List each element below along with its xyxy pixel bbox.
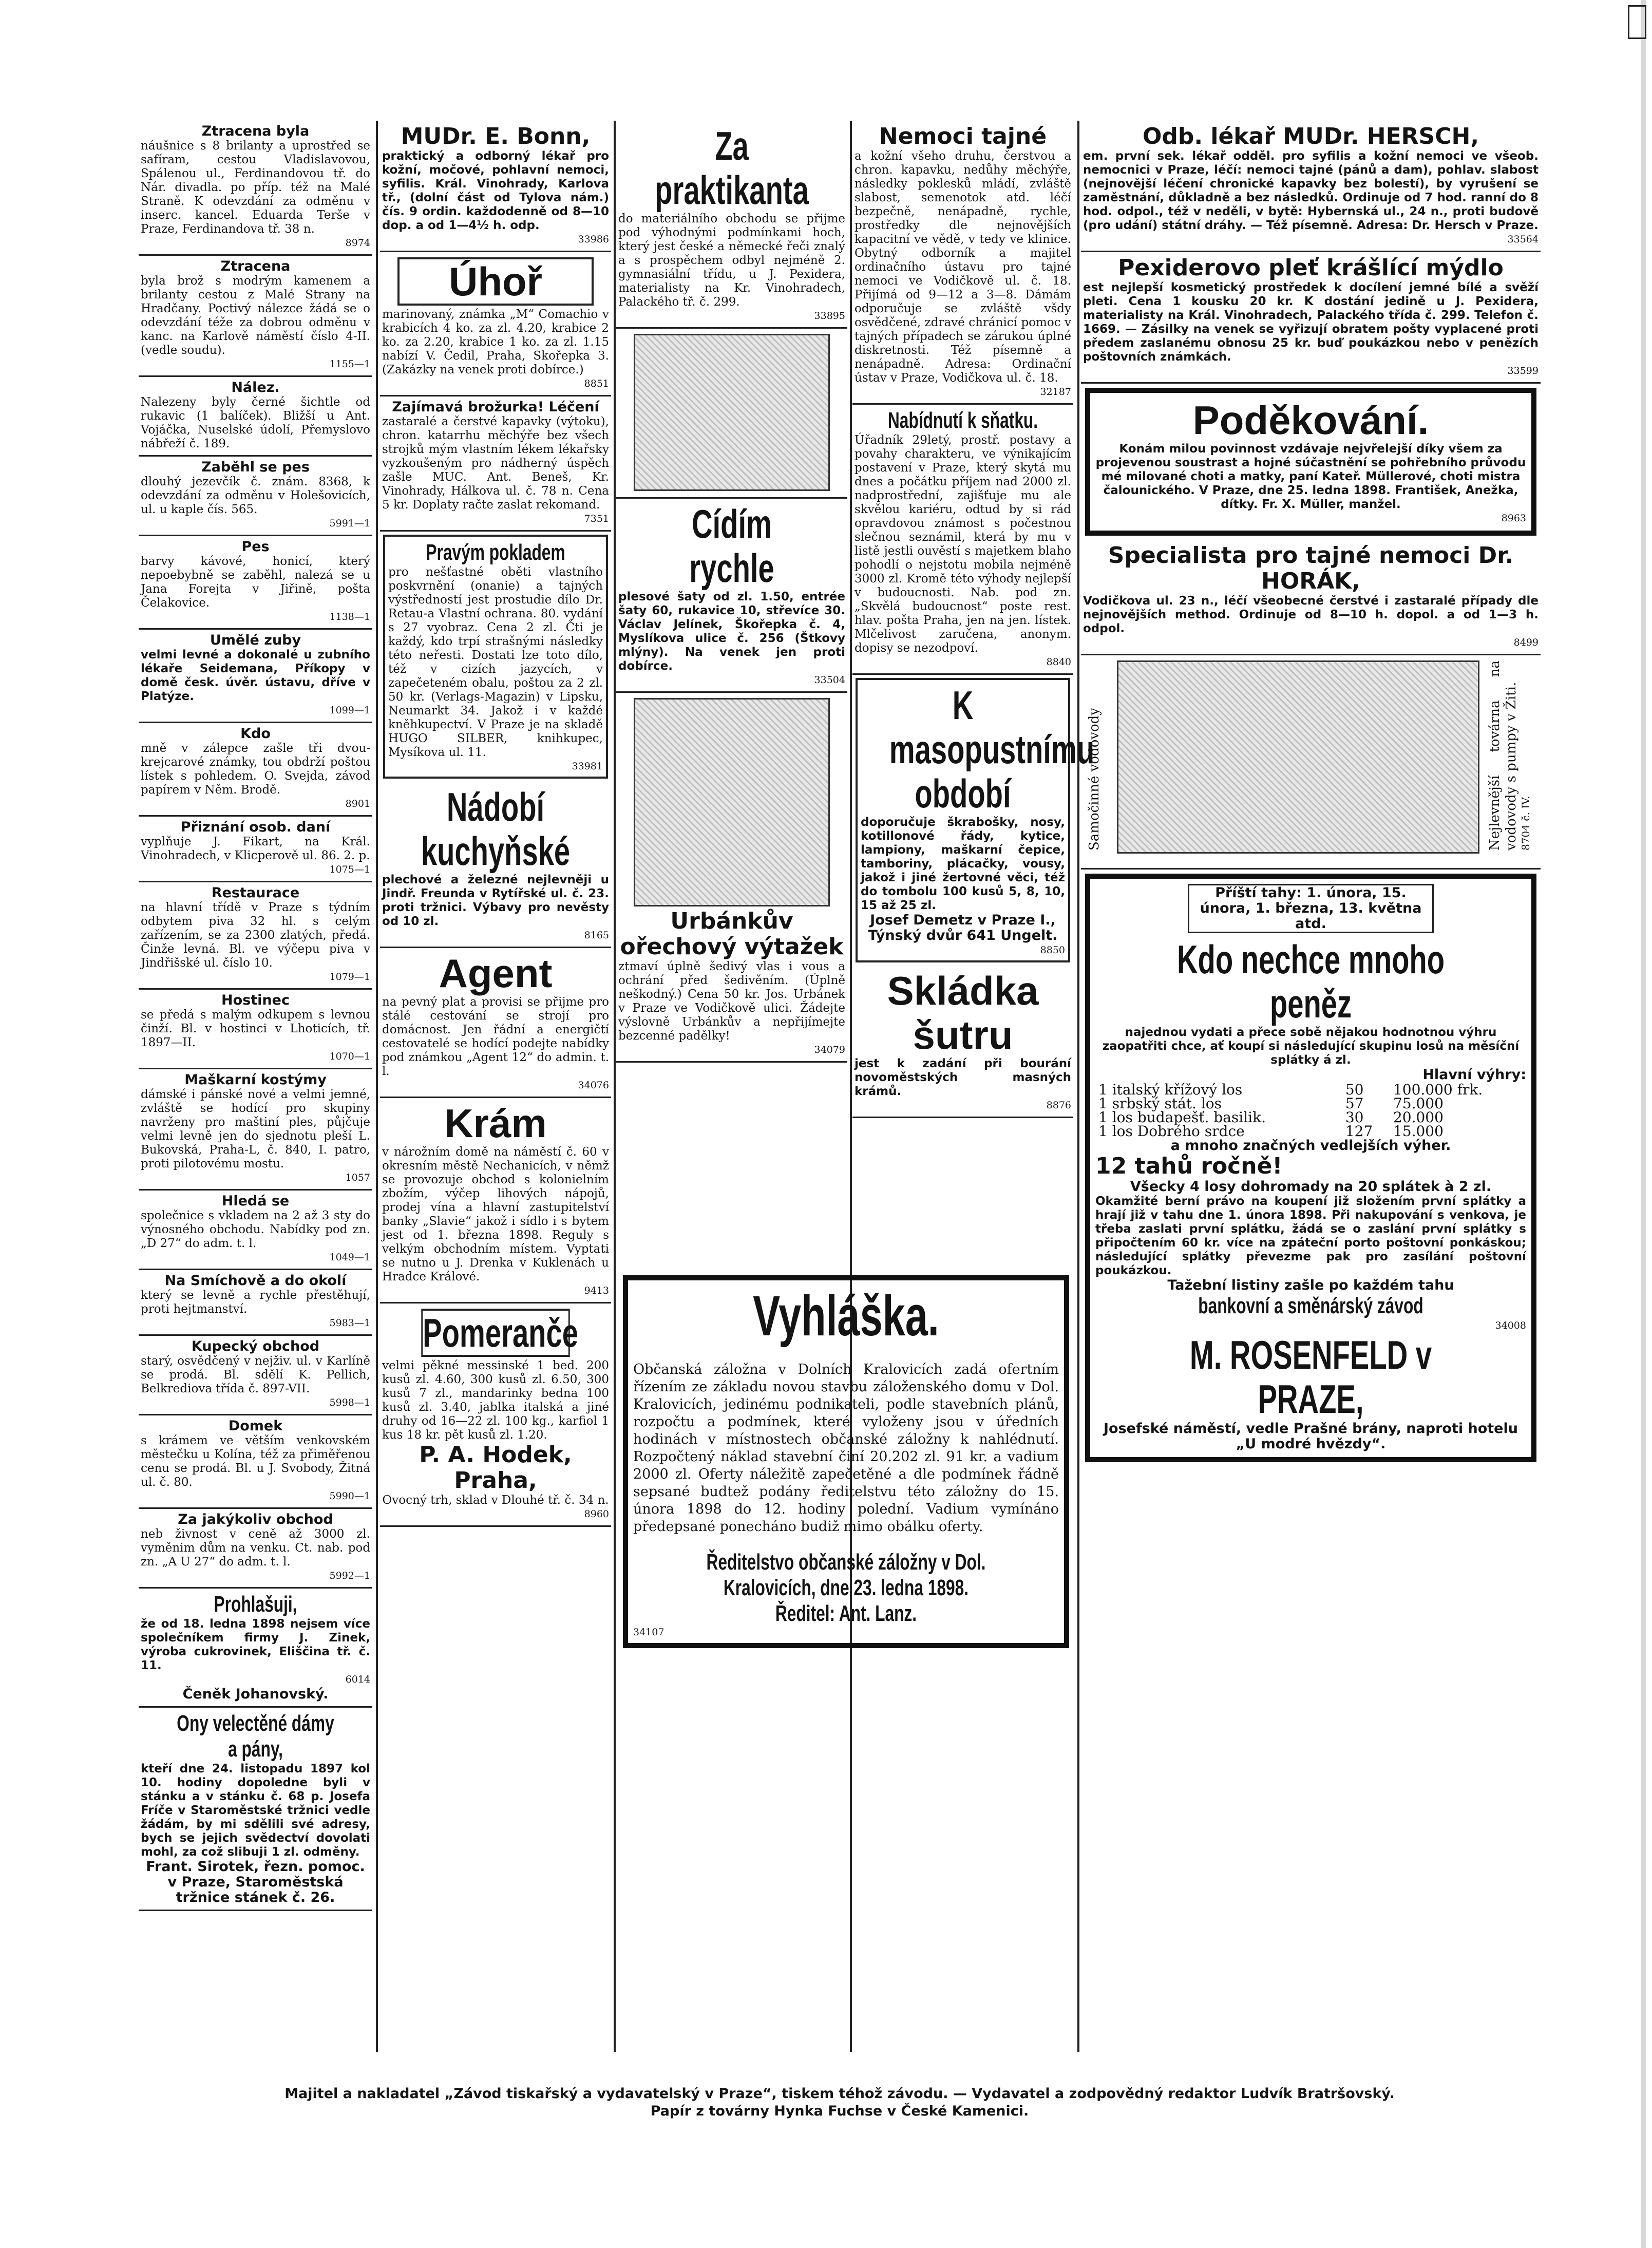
ad-title: Agent — [439, 951, 553, 996]
ad-number: 8704 č. IV. — [1520, 796, 1532, 851]
ad-number: 34107 — [633, 1627, 664, 1638]
column-rule — [614, 121, 616, 2052]
ad-number: 1075—1 — [329, 864, 370, 875]
ad-title: Maškarní kostýmy — [184, 1072, 327, 1088]
column-rule — [376, 121, 378, 2052]
ad-number: 33895 — [814, 310, 845, 322]
ad-number: 8851 — [584, 378, 609, 389]
ad-signature: P. A. Hodek, Praha, — [419, 1442, 572, 1494]
ad-exchange — [139, 1509, 372, 1589]
waterworks-illustration-image — [1117, 660, 1479, 854]
firm-name: M. ROSENFELD v PRAZE, — [1189, 1332, 1432, 1422]
ad-title: Umělé zuby — [210, 632, 301, 648]
ad-inn — [139, 990, 372, 1069]
ad-number: 34079 — [814, 1044, 845, 1055]
ad-title: Domek — [228, 1418, 283, 1434]
ad-gravel — [852, 966, 1073, 1118]
ad-number: 8499 — [1513, 637, 1539, 648]
lot-value: 57 — [1345, 1095, 1364, 1112]
ad-address: Ovocný trh, sklad v Dlouhé tř. č. 34 n. — [382, 1494, 609, 1507]
ad-signature: Čeněk Johanovský. — [182, 1686, 329, 1702]
ad-number: 8901 — [345, 798, 370, 809]
ad-number: 1079—1 — [329, 971, 370, 983]
ad-waterworks — [1081, 655, 1541, 870]
ad-text: plesové šaty od zl. 1.50, entrée šaty 60, rukavice 10, střevíce 30. Václav Jelínek, Škořepka č. 4, Myslíkova ulice č. 256 (Štkovy mlýny). Na venek jen proti dobírce. — [618, 590, 845, 673]
ad-number: 33599 — [1507, 365, 1539, 376]
lot-prize: 15.000 — [1393, 1123, 1444, 1140]
lot-value: 127 — [1345, 1123, 1373, 1140]
imprint-line-2: Papír z továrny Hynka Fuchse v České Kamenici. — [650, 2103, 1029, 2119]
ad-number: 9413 — [584, 1285, 609, 1296]
ad-marriage — [852, 405, 1073, 675]
ad-text: pro nešťastné oběti vlastního poskvrnění (onanie) a tajných výstředností jest prostudie dílo Dr. Retau-a Vlastní ochrana. 80. vydání s 27 vyobraz. Cena 2 zl. Čti je každý, kdo trpí strašnými následky této neřesti. Dostati lze toto dílo, též v cizích jazycích, v zapečeteném obalu, poštou za 2 zl. 50 kr. (Verlags-Magazin) v Lipsku, Neumarkt 34. Jakož i v každé kněhkupectví. V Praze je na skladě HUGO SILBER, knihkupec, Mysíkova ul. 11. — [388, 565, 603, 759]
ad-text: starý, osvědčený v nejživ. ul. v Karlíně se prodá. Bl. sdělí K. Pellich, Belkrediova třída č. 897-VII. — [141, 1354, 370, 1395]
ad-title: K masopustnímu období — [889, 683, 1095, 816]
ad-taxes — [139, 817, 372, 882]
ad-text: plechové a železné nejlevněji u Jindř. Freunda v Rytířské ul. č. 23. proti tržnici. Výbavy pro nevěsty od 10 zl. — [382, 873, 609, 928]
ad-title: Pravým pokladem — [426, 540, 565, 565]
ad-number: 8960 — [584, 1508, 609, 1520]
ad-title: Poděkování. — [1192, 398, 1429, 443]
ad-lost-earrings — [139, 121, 372, 256]
ad-text: Úřadník 29letý, prostř. postavy a povahy charakteru, ve výnikajícím postavení v Praze, který skytá mu dnes a počátku příjem nad 2000 zl. nadprostřední, zajišťuje mu ale skvělou kariéru, odtud by si rád opravdovou známost s počestnou slečnou seznámil, která by mu v listě jestli ouvěstí s majetkem blaho pohodlí o nejstotu mobila nejméně 3000 zl. Kromě této výhody nejlepší v budoucnosti. Nab. pod zn. „Skvělá budoucnost“ poste rest. hlav. pošta Praha, jen na jen. lístek. Mlčelivost zaručena, anonym. dopisy se nezodpoví. — [855, 433, 1071, 655]
column-rule — [850, 121, 852, 2052]
ad-title: Pes — [241, 539, 270, 555]
column-3 — [616, 121, 847, 1063]
ad-text: praktický a odborný lékař pro kožní, močové, pohlavní nemoci, syfilis. Král. Vinohrady, Karlova tř., (dolní část od Tylova nám.) čís. 9 ordin. každodenně od 8—10 dop. a od 1—4½ h. odp. — [382, 149, 609, 232]
more-prizes: a mnoho značných vedlejších výher. — [1170, 1138, 1451, 1154]
ad-text: byla brož s modrým kamenem a brilanty cestou z Malé Strany na Hradčany. Poctivý nálezce žádá se o odevzdání téže za dobrou odměnu v kanc. na Karlově náměstí číslo 4-II. (vedle soudu). — [141, 274, 370, 357]
dancers-illustration-image — [634, 334, 830, 491]
ad-apprentice — [616, 121, 847, 329]
ad-number: 8840 — [1046, 656, 1071, 668]
ad-text: v nárožním domě na náměstí č. 60 v okresním městě Nechanicích, v němž se provozuje obchod s kolonielním zbožím, výčep lihových nápojů, prodej vína a hlavní zastupitelství banky „Slavie“ jakož i sídlo i s bytem jest od 1. března 1898. Reguly s velkým obchodním místem. Vyptati se nutno u J. Drenka v Kuklenách u Hradce Králové. — [382, 1145, 609, 1283]
ad-number: 7351 — [584, 513, 609, 524]
ad-text: na hlavní třídě v Praze s týdním odbytem piva 32 hl. s celým zařízením, se za 2300 zlatých, předá. Činže levná. Bl. ve výčepu piva v Jindřišské ul. číslo 10. — [141, 901, 370, 970]
ad-title: Na Smíchově a do okolí — [164, 1273, 347, 1289]
ad-teeth — [139, 630, 372, 723]
ad-text: který se levně a rychle přestěhují, proti hejtmanství. — [141, 1289, 370, 1316]
ad-number: 34008 — [1495, 1320, 1526, 1331]
ad-title: Kupecký obchod — [191, 1338, 320, 1354]
ad-text: Vodičkova ul. 23 n., léčí všeobecné čerstvé i zastaralé případy dle nejnovějších method. Ordinuje od 8—10 h. dopol. a od 1—3 h. odpol. — [1083, 594, 1539, 635]
ad-number: 5998—1 — [329, 1397, 370, 1408]
ad-title: Hledá se — [221, 1193, 290, 1209]
ad-title: Úhoř — [397, 257, 594, 306]
ad-title: Restaurace — [211, 885, 300, 901]
ad-text: em. první sek. lékař odděl. pro syfilis a kožní nemoci ve všeob. nemocnici v Praze, léčí: nemoci tajné (pánů a dam), pohlav. slabost (nejnovější léčení chronické kapavky bez bolestí), by vyrušení se zaměstnání, důkladně a bez následků. Ordinuje od 7 hod. ranní do 8 hod. odpol., též v neděli, v bytě: Hybernská ul., 24 n., proti budově (pro udání) státní dráhy. — Též písemně. Adresa: Dr. Hersch v Praze. — [1083, 149, 1539, 232]
ad-title: Skládka šutru — [887, 968, 1039, 1057]
column-1 — [139, 121, 372, 1911]
ad-hair-tonic — [616, 693, 847, 1063]
ad-title: Zajímavá brožurka! Léčení — [392, 399, 599, 415]
ad-title: Zaběhl se pes — [201, 459, 310, 475]
ad-number: 1057 — [345, 1172, 370, 1183]
table-row — [1095, 1110, 1526, 1124]
column-2 — [380, 121, 611, 1527]
ad-lottery — [1085, 874, 1536, 1462]
ad-text: dámské i pánské nové a velmi jemné, zvláště se hodící pro skupiny navrženy pro maštiní ples, půjčuje velmi levně jen do sjednotu pleší L. Bukovská, Praha-L, č. 840, I. patro, proti pilotovému mostu. — [141, 1088, 370, 1170]
lot-value: 50 — [1345, 1081, 1364, 1098]
ad-title: Vyhláška. — [753, 1284, 939, 1348]
ad-title: Kdo — [240, 726, 271, 742]
ad-text: ztmaví úplně šedivý vlas i vous a ochrání před šedivěním. (Úplně neškodný.) Cena 50 kr. Jos. Urbánek v Praze ve Vodičkově ulici. Žádejte výslovně Urbánkův a nepřijímejte bezcenné padělky! — [618, 960, 845, 1043]
ad-number: 33981 — [572, 761, 603, 772]
ad-treasure — [383, 535, 608, 779]
lot-name: 1 srbský stát. los — [1098, 1095, 1222, 1112]
ad-shop-corner — [380, 1098, 611, 1304]
ad-title: MUDr. E. Bonn, — [401, 123, 591, 149]
lot-name: 1 los budapešť. basilik. — [1098, 1109, 1266, 1126]
ad-number: 1049—1 — [329, 1252, 370, 1263]
ad-number: 8165 — [584, 930, 609, 941]
lot-value: 30 — [1345, 1109, 1364, 1126]
ad-number: 1099—1 — [329, 705, 370, 716]
imprint-line-1: Majitel a nakladatel „Závod tiskařský a vydavatelský v Praze“, tiskem téhož závodu. — Vydavatel a zodpovědný redaktor Ludvík Bratršovský. — [284, 2086, 1395, 2102]
column-rule — [1077, 121, 1079, 2052]
all-lots-offer: Všecky 4 losy dohromady na 20 splátek à 2 zl. — [1130, 1179, 1492, 1195]
ad-title: Ztracena — [220, 258, 291, 274]
ad-horak — [1081, 540, 1541, 655]
ad-text: s krámem ve větším venkovském městečku u Kolína, též za přiměřenou cenu se prodá. Bl. u J. Svobody, Žitná ul. č. 80. — [141, 1434, 370, 1489]
newspaper-page — [139, 121, 1541, 2103]
ad-title: Prohlašuji, — [214, 1592, 297, 1617]
ad-found — [139, 377, 372, 457]
ad-title: Cídím rychle — [689, 501, 774, 591]
ad-title: Nemoci tajné — [879, 123, 1047, 149]
ad-signature: Frant. Sirotek, řezn. pomoc. v Praze, Staroměstská tržnice stánek č. 26. — [146, 1859, 365, 1905]
draw-list-note: Tažební listiny zašle po každém tahu — [1167, 1277, 1454, 1293]
ad-text: velmi pěkné messinské 1 bed. 200 kusů zl. 4.60, 300 kusů zl. 6.50, 300 kusů 7 zl., mandarinky bedna 100 kusů zl. 3.40, jablka italská a jiné druhy od 16—22 zl. 100 kg., karfiol 1 kus 18 kr. pět kusů zl. 1.20. — [382, 1359, 609, 1442]
ad-text: Nalezeny byly černé šichtle od rukavic (1 balíček). Bližší u Ant. Vojáčka, Nuselské údolí, Přemyslovo nábřeží č. 189. — [141, 395, 370, 450]
ad-text: se předá s malým odkupem s levnou činží. Bl. v hostinci v Lhoticích, tř. 1897—II. — [141, 1008, 370, 1049]
column-5 — [1081, 121, 1541, 1466]
ad-cookware — [380, 782, 611, 948]
lot-prize: 20.000 — [1393, 1109, 1444, 1126]
lot-name: 1 los Dobrého srdce — [1098, 1123, 1245, 1140]
ad-number: 5991—1 — [329, 518, 370, 529]
lots-text: Okamžité berní právo na koupení již složením první splátky a hrají již v tahu dne 1. února 1898. Při nakupování s venkova, je třeba zaslati první splátku, žádá se o zaslání první splátky s připočtením 60 kr. více na zpáteční porto poštovní ponkáskou; následující splátky převezme pak pro zasílání poštovní poukázkou. — [1095, 1195, 1526, 1277]
ad-text: dlouhý jezevčík č. znám. 8368, k odevzdání za odměnu v Holešovicích, ul. u kaple čís. 565. — [141, 475, 370, 516]
ad-number: 5990—1 — [329, 1490, 370, 1502]
tender-frame — [623, 1275, 1069, 1648]
lot-name: 1 italský křížový los — [1098, 1081, 1243, 1098]
draw-dates: Příští tahy: 1. února, 15. února, 1. března, 13. května atd. — [1188, 884, 1434, 933]
ad-title: Samočinné vodovody — [1087, 708, 1102, 851]
ad-text: Konám milou povinnost vzdávaje nejvřelejší díky všem za projevenou soustrast a hojné súčastnění se pohřebního průvodu mé milované choti a matky, paní Kateř. Müllerové, choti mistra čalounického. V Praze, dne 25. ledna 1898. František, Anežka, dítky. Fr. X. Müller, manžel. — [1095, 442, 1526, 511]
ad-dog — [139, 536, 372, 630]
ad-number: 5992—1 — [329, 1570, 370, 1581]
ad-text: a kožní všeho druhu, čerstvou a chron. kapavku, nedůhy měchýře, následky poklesků mládí, zvláště slabost, semenotok atd. léčí bezpečně, nenápadně, rychle, prostředky dle nejnovějších kapacitní ve vědě, v tedy ve klinice. Obytný odborník a majitel ordinačního ústavu pro tajné nemoci ve Vodičkově ul. č. 18. Přijímá od 9—12 a 3—8. Dámám odporučuje se zvláště všdy osvědčené, zdravé chránicí pomoc v tajných případech se zárukou úplné diskretnosti. Též písemně a nenápadně. Adresa: Ordinační ústav v Praze, Vodičkova ul. č. 18. — [855, 149, 1071, 385]
ad-brochure — [380, 396, 611, 532]
lot-prize: 100.000 frk. — [1393, 1081, 1483, 1098]
ad-cleaning — [616, 499, 847, 693]
ad-lost-dog — [139, 457, 372, 536]
ad-title: Hostinec — [221, 992, 290, 1008]
ad-agent — [380, 948, 611, 1098]
ad-title: Nádobí kuchyňské — [421, 784, 571, 874]
lots-table — [1095, 1083, 1526, 1138]
ad-number: 34076 — [578, 1080, 609, 1091]
ad-title: Krám — [444, 1101, 547, 1146]
ad-text: zastaralé a čerstvé kapavky (výtoku), chron. katarrhu měchýře bez všech strojků mým vlastním lékem lékařsky vyzkoušeným pro nádherný úspěch zašle MUC. Ant. Beneš, Kr. Vinohrady, Hálkova ul. č. 78 n. Cena 5 kr. Doplaty račte zaslat rekomand. — [382, 415, 609, 512]
ad-title: Za jakýkoliv obchod — [178, 1512, 333, 1527]
ad-title: Za praktikanta — [655, 123, 809, 213]
table-row — [1095, 1124, 1526, 1138]
ad-title: Pomeranče — [421, 1309, 569, 1357]
ad-bonn — [380, 121, 611, 252]
ad-number: 5983—1 — [329, 1317, 370, 1329]
ad-number: 33564 — [1507, 234, 1539, 245]
ad-number: 33986 — [578, 234, 609, 245]
ad-number: 1070—1 — [329, 1051, 370, 1062]
main-prizes-label: Hlavní výhry: — [1422, 1067, 1526, 1083]
ad-number: 1138—1 — [329, 611, 370, 622]
ad-title: Nabídnutí k sňatku. — [887, 408, 1038, 433]
ad-title: Specialista pro tajné nemoci Dr. HORÁK, — [1108, 542, 1514, 594]
ad-costumes — [139, 1069, 372, 1191]
ad-text: na pevný plat a provisi se přijme pro stálé cestování se strojí pro domácnost. Jen řádní a energičtí cestovatelé se hodící podejte nabídky pod známkou „Agent 12“ do admin. t. l. — [382, 995, 609, 1078]
ad-shop — [139, 1336, 372, 1415]
ad-eel — [380, 252, 611, 396]
ad-thanks — [1085, 388, 1536, 536]
ad-title: Kdo nechce mnoho peněz — [1176, 937, 1445, 1026]
ad-signature: Josef Demetz v Praze I., Týnský dvůr 641 Ungelt. — [868, 912, 1058, 943]
page-corner-mark — [1628, 5, 1646, 39]
ad-text: náušnice s 8 brilanty a uprostřed se safíram, cestou Vladislavovou, Spálenou ul., Ferdinandovou tř. do Nár. divadla. po příp. též na Malé Straně. K odevzdání za odměnu v inserc. kancel. Eduarda Terše v Praze, Ferdinandova tř. 38 n. — [141, 139, 370, 236]
ad-text: doporučuje škrabošky, nosy, kotillonové řády, kytice, lampiony, maškarní čepice, tamboriny, plácačky, vousy, jakož i jiné žertovné věci, též do tombolu 100 kusů 5, 8, 10, 15 až 25 zl. — [861, 816, 1065, 912]
ad-tender-notice — [619, 1271, 1073, 1652]
ad-text: mně v zálepce zašle tři dvou-krejcarové známky, tou obdrží poštou lístek s pohledem. O. Svejda, závod papírem v Něm. Brodě. — [141, 742, 370, 797]
ad-title: Nález. — [231, 380, 280, 395]
ad-text: kteří dne 24. listopadu 1897 kol 10. hodiny dopoledne byli v stánku a v stánku č. 68 p. Josefa Fríče v Staroměstské tržnici vedle žádám, by mi sdělili své adresy, bych se jejich svědectví dovolati mohl, za což slibuji 1 zl. odměny. — [141, 1762, 370, 1859]
ad-text: Nejlevnější továrna na vodovody s pumpy v Žiti. — [1487, 660, 1519, 851]
ad-number: 1155—1 — [329, 358, 370, 370]
ad-text: vyplňuje J. Fikart, na Král. Vinohradech, v Klicperově ul. 86. 2. p. — [141, 835, 370, 862]
firm-address: Josefské náměstí, vedle Prašné brány, naproti hotelu „U modré hvězdy“. — [1104, 1421, 1518, 1452]
ad-text: jest k zadání při bourání novoměstských masných krámů. — [855, 1057, 1071, 1098]
ad-title: Ztracena byla — [201, 123, 310, 139]
ad-text: barvy kávové, honicí, který nepoebybně se zaběhl, nalezá se u Jana Forejta v Jiřině, pošta Čelakovice. — [141, 555, 370, 610]
imprint — [139, 2085, 1541, 2120]
ad-title: Odb. lékař MUDr. HERSCH, — [1142, 123, 1479, 149]
table-row — [1095, 1083, 1526, 1097]
ad-text: že od 18. ledna 1898 nejsem více společníkem firmy J. Zinek, výroba cukrovinek, Eliščina tř. č. 11. — [141, 1617, 370, 1672]
ad-number: 32187 — [1040, 386, 1071, 398]
ad-text: najednou vydati a přece sobě nějakou hodnotnou výhru zaopatřiti chce, ať koupí si následující skupinu losů na měsíční splátky á zl. — [1102, 1026, 1520, 1067]
ad-number: 8974 — [345, 237, 370, 249]
ad-text: do materiálního obchodu se přijme pod výhodnými podmínkami hoch, který jest české a německé řeči znalý a s prospěchem odbyl nejméně 2. gymnasiální třídu, u J. Pexidera, materialisty na Kr. Vinohradech, Palackého tř. č. 299. — [618, 212, 845, 309]
lot-prize: 75.000 — [1393, 1095, 1444, 1112]
ad-secret-diseases — [852, 121, 1073, 405]
ad-declaration — [139, 1589, 372, 1708]
ad-hersch — [1081, 121, 1541, 252]
ad-signature: Ředitelstvo občanské záložny v Dol. Kralovicích, dne 23. ledna 1898. Ředitel: Ant. Lanz. — [706, 1550, 986, 1626]
ad-text: Občanská záložna v Dolních Kralovicích zadá ofertním řízením ze základu novou stavbu záloženského domu v Dol. Kralovicích, jedinému podnikateli, podle stavebních plánů, rozpočtu a podmínek, které vyloženy jsou v úředních hodinách v místnostech občanské záložny k nahlédnutí. Rozpočtený náklad stavební činí 20.202 zl. 91 kr. a vadium 2000 zl. Oferty náležitě zapečetěné a dle podmínek řádně sepsané budtež podány ředitelstvu této záložny do 15. února 1898 do 12. hodiny polední. Vadium vymínáno předepsané ponecháno budiž mimo obálku oferty. — [633, 1362, 1059, 1535]
ad-text: velmi levné a dokonalé u zubního lékaře Seidemana, Příkopy v domě česk. úvěr. ústavu, dříve v Platýze. — [141, 648, 370, 703]
ad-partner — [139, 1191, 372, 1270]
scan-edge — [1641, 0, 1646, 2248]
ad-soap — [1081, 252, 1541, 384]
ad-restaurant — [139, 882, 372, 990]
ad-title: Přiznání osob. daní — [180, 819, 331, 835]
ad-number: 6014 — [345, 1674, 370, 1685]
ad-stamps — [139, 723, 372, 817]
ad-oranges — [380, 1304, 611, 1527]
ad-lost-brooch — [139, 256, 372, 377]
ad-number: 8876 — [1046, 1100, 1071, 1111]
ad-house — [139, 1415, 372, 1509]
ad-number: 8963 — [1501, 513, 1526, 524]
ad-text: společnice s vkladem na 2 až 3 sty do výnosného obchodu. Nabídky pod zn. „D 27“ do adm. t. l. — [141, 1209, 370, 1250]
ad-ladies — [139, 1708, 372, 1911]
table-row — [1095, 1097, 1526, 1110]
ad-title: Ony velectěné dámy a pány, — [177, 1711, 334, 1762]
ad-dancers-illustration — [616, 329, 847, 499]
ad-title: Pexiderovo pleť krášlící mýdlo — [1118, 255, 1504, 281]
portrait-illustration-image — [634, 698, 830, 906]
ad-text: neb živnost v ceně až 3000 zl. vyměnim dům na venku. Ct. nab. pod zn. „A U 27“ do adm. t. l. — [141, 1527, 370, 1569]
ad-text: marinovaný, známka „M“ Comachio v krabicích 4 ko. za zl. 4.20, krabice 2 ko. za 2.20, krabice 1 ko. za zl. 1.15 nabízí V. Čedil, Praha, Skořepka 3. (Zakázky na venek proti dobírce.) — [382, 308, 609, 376]
ad-text: est nejlepší kosmetický prostředek k docílení jemné bílé a svěží pleti. Cena 1 kousku 20 kr. K dostání jedině u J. Pexidera, materialisty na Král. Vinohradech, Palackého třída č. 299. Telefon č. 1669. — Zásilky na venek se vyřizují obratem pošty vyplacené proti předem zaslanému obnosu 25 kr. buď poukázkou nebo v penězích poštovních známkách. — [1083, 281, 1539, 364]
ad-title: Urbánkův ořechový výtažek — [620, 908, 844, 960]
ad-moving — [139, 1270, 372, 1336]
draws-per-year: 12 tahů ročně! — [1095, 1153, 1283, 1179]
ad-number: 33504 — [814, 674, 845, 686]
bank-label: bankovní a směnárský závod — [1198, 1293, 1423, 1318]
ad-number: 8850 — [1040, 944, 1065, 956]
